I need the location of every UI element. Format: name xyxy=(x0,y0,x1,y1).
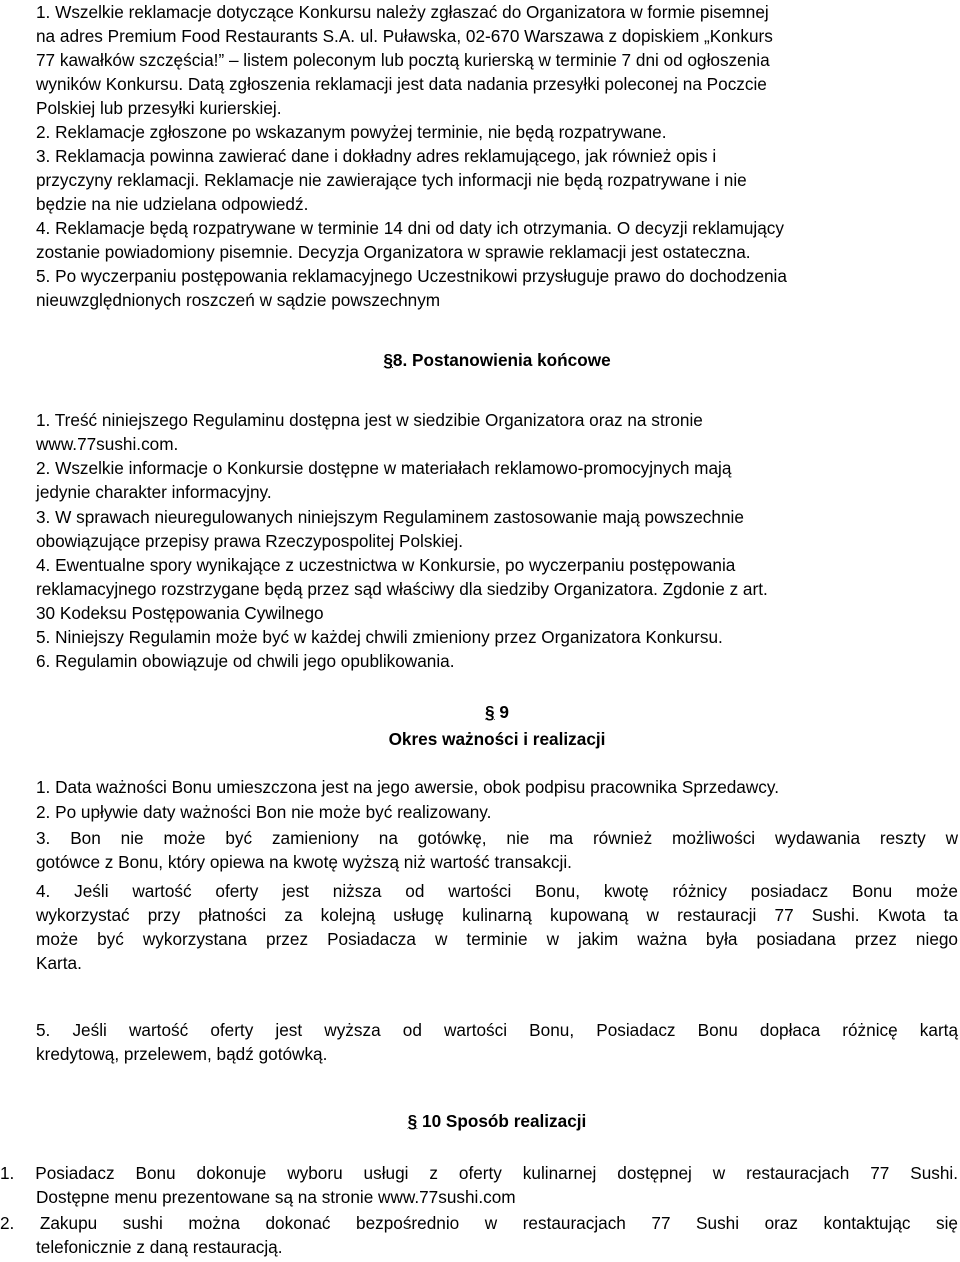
section-9-item-1 xyxy=(36,775,958,799)
complaints-item-4 xyxy=(36,216,958,264)
text-line: 4. Jeśli wartość oferty jest niższa od wartości Bonu, kwotę różnicy posiadacz Bonu może xyxy=(36,881,958,901)
text-line: na adres Premium Food Restaurants S.A. ul. Puławska, 02-670 Warszawa z dopiskiem „Konkurs xyxy=(36,26,773,46)
section-10-item-1 xyxy=(0,1161,958,1209)
text-line: wyników Konkursu. Datą zgłoszenia reklamacji jest data nadania przesyłki poleconej na Poczcie xyxy=(36,74,767,94)
text-line: telefonicznie z daną restauracją. xyxy=(36,1237,283,1257)
text-line: 2. Zakupu sushi można dokonać bezpośrednio w restauracjach 77 Sushi oraz kontaktując się xyxy=(0,1213,958,1233)
text-line: 2. Reklamacje zgłoszone po wskazanym powyżej terminie, nie będą rozpatrywane. xyxy=(36,122,667,142)
text-line: 2. Po upływie daty ważności Bon nie może być realizowany. xyxy=(36,802,492,822)
text-line: 3. Bon nie może być zamieniony na gotówkę, nie ma również możliwości wydawania reszty w xyxy=(36,828,958,848)
text-line: 5. Niniejszy Regulamin może być w każdej chwili zmieniony przez Organizatora Konkursu. xyxy=(36,627,723,647)
text-line: wykorzystać przy płatności za kolejną usługę kulinarną kupowaną w restauracji 77 Sushi. Kwota ta xyxy=(36,905,958,925)
complaints-item-1 xyxy=(36,0,958,120)
text-line: jedynie charakter informacyjny. xyxy=(36,482,272,502)
section-8-item-4 xyxy=(36,553,958,625)
text-line: 4. Reklamacje będą rozpatrywane w terminie 14 dni od daty ich otrzymania. O decyzji reklamujący xyxy=(36,218,784,238)
text-line: 30 Kodeksu Postępowania Cywilnego xyxy=(36,603,324,623)
section-10-item-2 xyxy=(0,1211,958,1259)
section-8-item-1 xyxy=(36,408,958,456)
section-8-item-6 xyxy=(36,649,958,673)
text-line: 3. Reklamacja powinna zawierać dane i dokładny adres reklamującego, jak również opis i xyxy=(36,146,717,166)
text-line: 2. Wszelkie informacje o Konkursie dostępne w materiałach reklamowo-promocyjnych mają xyxy=(36,458,732,478)
text-line: będzie na nie udzielana odpowiedź. xyxy=(36,194,309,214)
text-line: 1. Posiadacz Bonu dokonuje wyboru usługi z oferty kulinarnej dostępnej w restauracjach 77 Sushi. xyxy=(0,1163,958,1183)
text-line: 6. Regulamin obowiązuje od chwili jego opublikowania. xyxy=(36,651,455,671)
section-9-item-5 xyxy=(36,1018,958,1066)
section-9-item-3 xyxy=(36,826,958,874)
complaints-item-3 xyxy=(36,144,958,216)
section-sign: § xyxy=(383,350,393,370)
section-9-title: Okres ważności i realizacji xyxy=(388,729,606,749)
text-line: gotówce z Bonu, który opiewa na kwotę wyższą niż wartość transakcji. xyxy=(36,852,572,872)
text-line: Karta. xyxy=(36,953,82,973)
text-line: przyczyny reklamacji. Reklamacje nie zawierające tych informacji nie będą rozpatrywane i nie xyxy=(36,170,747,190)
text-line: kredytową, przelewem, bądź gotówką. xyxy=(36,1044,328,1064)
section-10-title: 10 Sposób realizacji xyxy=(417,1111,587,1131)
section-sign: § xyxy=(407,1111,418,1131)
text-line: Dostępne menu prezentowane są na stronie www.77sushi.com xyxy=(36,1187,516,1207)
section-8-heading xyxy=(36,348,958,372)
section-8-item-3 xyxy=(36,505,958,553)
section-9-item-4 xyxy=(36,879,958,975)
text-line: może być wykorzystana przez Posiadacza w terminie w jakim ważna była posiadana przez niego xyxy=(36,929,958,949)
text-line: nieuwzględnionych roszczeń w sądzie powszechnym xyxy=(36,290,441,310)
text-line: 5. Po wyczerpaniu postępowania reklamacyjnego Uczestnikowi przysługuje prawo do dochodzenia xyxy=(36,266,787,286)
text-line: 1. Treść niniejszego Regulaminu dostępna jest w siedzibie Organizatora oraz na stronie xyxy=(36,410,703,430)
section-8-title: 8. Postanowienia końcowe xyxy=(392,350,611,370)
text-line: reklamacyjnego rozstrzygane będą przez sąd właściwy dla siedziby Organizatora. Zgdonie z art. xyxy=(36,579,768,599)
section-sign: § xyxy=(485,702,495,722)
text-line: www.77sushi.com. xyxy=(36,434,179,454)
section-8-item-5 xyxy=(36,625,958,649)
section-9-num: 9 xyxy=(494,702,509,722)
text-line: 4. Ewentualne spory wynikające z uczestnictwa w Konkursie, po wyczerpaniu postępowania xyxy=(36,555,736,575)
text-line: 3. W sprawach nieuregulowanych niniejszym Regulaminem zastosowanie mają powszechnie xyxy=(36,507,744,527)
text-line: zostanie powiadomiony pisemnie. Decyzja Organizatora w sprawie reklamacji jest ostateczna. xyxy=(36,242,751,262)
complaints-item-5 xyxy=(36,264,958,312)
text-line: 1. Data ważności Bonu umieszczona jest na jego awersie, obok podpisu pracownika Sprzedawcy. xyxy=(36,777,779,797)
section-9-item-2 xyxy=(36,800,958,824)
text-line: Polskiej lub przesyłki kurierskiej. xyxy=(36,98,282,118)
text-line: 1. Wszelkie reklamacje dotyczące Konkursu należy zgłaszać do Organizatora w formie pisemnej xyxy=(36,2,769,22)
text-line: 5. Jeśli wartość oferty jest wyższa od wartości Bonu, Posiadacz Bonu dopłaca różnicę kartą xyxy=(36,1020,958,1040)
section-8-item-2 xyxy=(36,456,958,504)
text-line: obowiązujące przepisy prawa Rzeczypospolitej Polskiej. xyxy=(36,531,464,551)
section-9-number xyxy=(36,700,958,724)
text-line: 77 kawałków szczęścia!” – listem poleconym lub pocztą kurierską w terminie 7 dni od ogłoszenia xyxy=(36,50,770,70)
section-10-heading xyxy=(36,1109,958,1133)
complaints-item-2 xyxy=(36,120,958,144)
